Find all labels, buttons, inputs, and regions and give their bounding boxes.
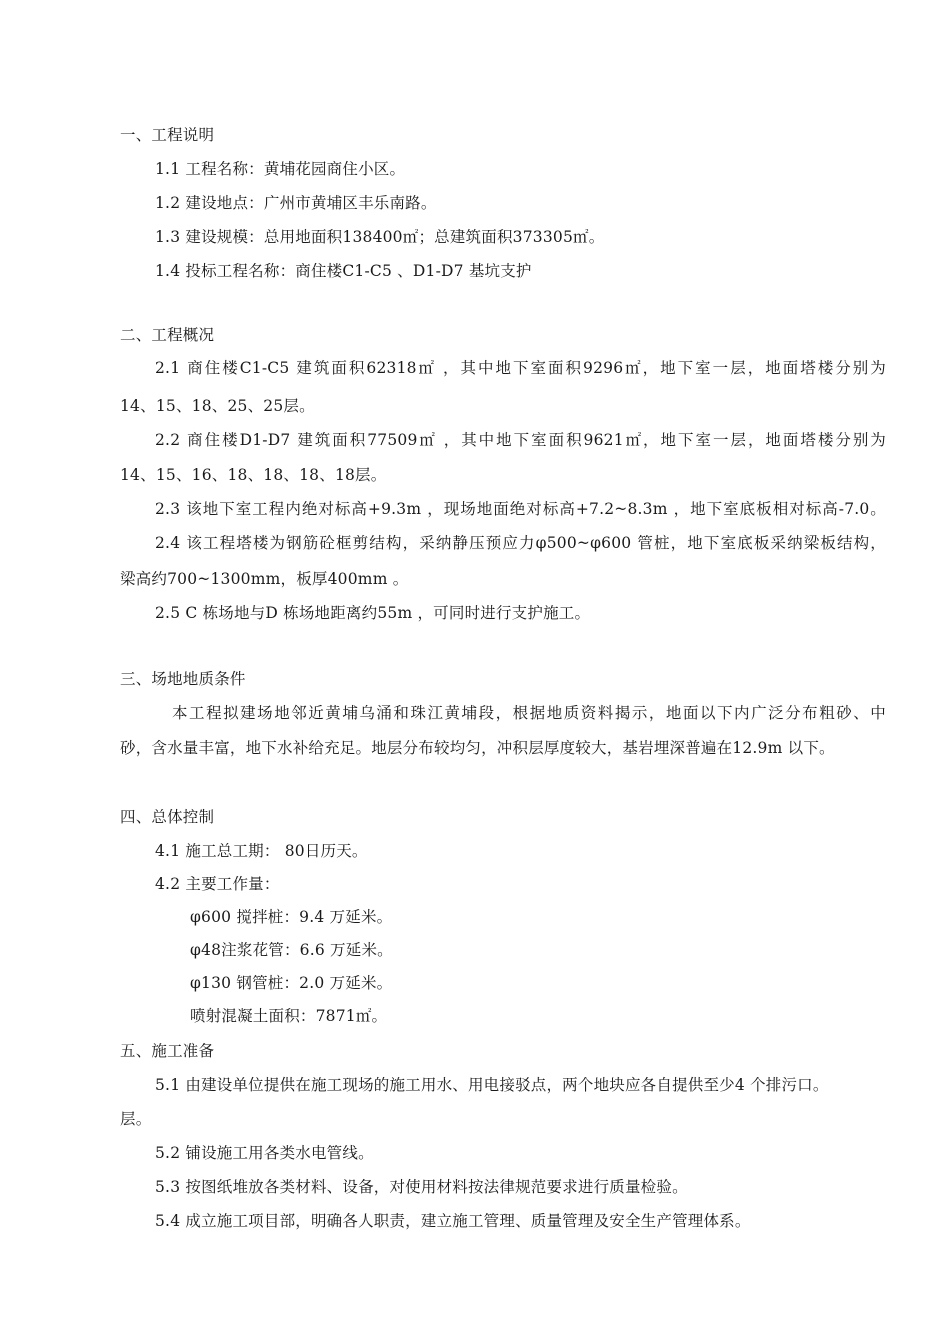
paragraph-4-2: 4.2 主要工作量：	[155, 875, 280, 893]
paragraph-1-1: 1.1 工程名称：黄埔花园商住小区。	[155, 160, 406, 178]
paragraph-5-4: 5.4 成立施工项目部，明确各人职责，建立施工管理、质量管理及安全生产管理体系。	[155, 1212, 751, 1230]
paragraph-5-1-line1: 5.1 由建设单位提供在施工现场的施工用水、用电接驳点，两个地块应各自提供至少4 个排污口。	[155, 1076, 829, 1094]
quantity-item-1: φ600 搅拌桩：9.4 万延米。	[190, 908, 393, 926]
paragraph-3-line1: 本工程拟建场地邻近黄埔乌涌和珠江黄埔段，根据地质资料揭示，地面以下内广泛分布粗砂、中	[172, 704, 886, 722]
section-heading-2: 二、工程概况	[120, 326, 215, 344]
paragraph-5-1-line2: 层。	[120, 1110, 152, 1128]
paragraph-2-2-line1: 2.2 商住楼D1-D7 建筑面积77509㎡ ，其中地下室面积9621㎡，地下室一层，地面塔楼分别为	[155, 431, 886, 449]
paragraph-3-line2: 砂，含水量丰富，地下水补给充足。地层分布较均匀，冲积层厚度较大，基岩埋深普遍在12.9m 以下。	[120, 739, 835, 757]
paragraph-2-4-line2: 梁高约700~1300mm，板厚400mm 。	[120, 570, 409, 588]
paragraph-2-5: 2.5 C 栋场地与D 栋场地距离约55m ，可同时进行支护施工。	[155, 604, 591, 622]
paragraph-4-1: 4.1 施工总工期： 80日历天。	[155, 842, 368, 860]
section-heading-3: 三、场地地质条件	[120, 670, 246, 688]
section-heading-4: 四、总体控制	[120, 808, 215, 826]
paragraph-2-3: 2.3 该地下室工程内绝对标高+9.3m ，现场地面绝对标高+7.2~8.3m ，地下室底板相对标高-7.0。	[155, 500, 886, 518]
paragraph-2-2-line2: 14、15、16、18、18、18、18层。	[120, 466, 387, 484]
paragraph-1-4: 1.4 投标工程名称：商住楼C1-C5 、D1-D7 基坑支护	[155, 262, 532, 280]
paragraph-1-3: 1.3 建设规模：总用地面积138400㎡；总建筑面积373305㎡。	[155, 228, 605, 246]
section-heading-1: 一、工程说明	[120, 126, 215, 144]
quantity-item-4: 喷射混凝土面积：7871㎡。	[190, 1007, 388, 1025]
paragraph-2-1-line1: 2.1 商住楼C1-C5 建筑面积62318㎡ ，其中地下室面积9296㎡，地下室一层，地面塔楼分别为	[155, 359, 886, 377]
paragraph-2-1-line2: 14、15、18、25、25层。	[120, 397, 315, 415]
paragraph-5-3: 5.3 按图纸堆放各类材料、设备，对使用材料按法律规范要求进行质量检验。	[155, 1178, 688, 1196]
paragraph-1-2: 1.2 建设地点：广州市黄埔区丰乐南路。	[155, 194, 437, 212]
quantity-item-2: φ48注浆花管：6.6 万延米。	[190, 941, 393, 959]
section-heading-5: 五、施工准备	[120, 1042, 215, 1060]
paragraph-2-4-line1: 2.4 该工程塔楼为钢筋砼框剪结构，采纳静压预应力φ500~φ600 管桩，地下室底板采纳梁板结构，	[155, 534, 886, 552]
quantity-item-3: φ130 钢管桩：2.0 万延米。	[190, 974, 393, 992]
paragraph-5-2: 5.2 铺设施工用各类水电管线。	[155, 1144, 374, 1162]
